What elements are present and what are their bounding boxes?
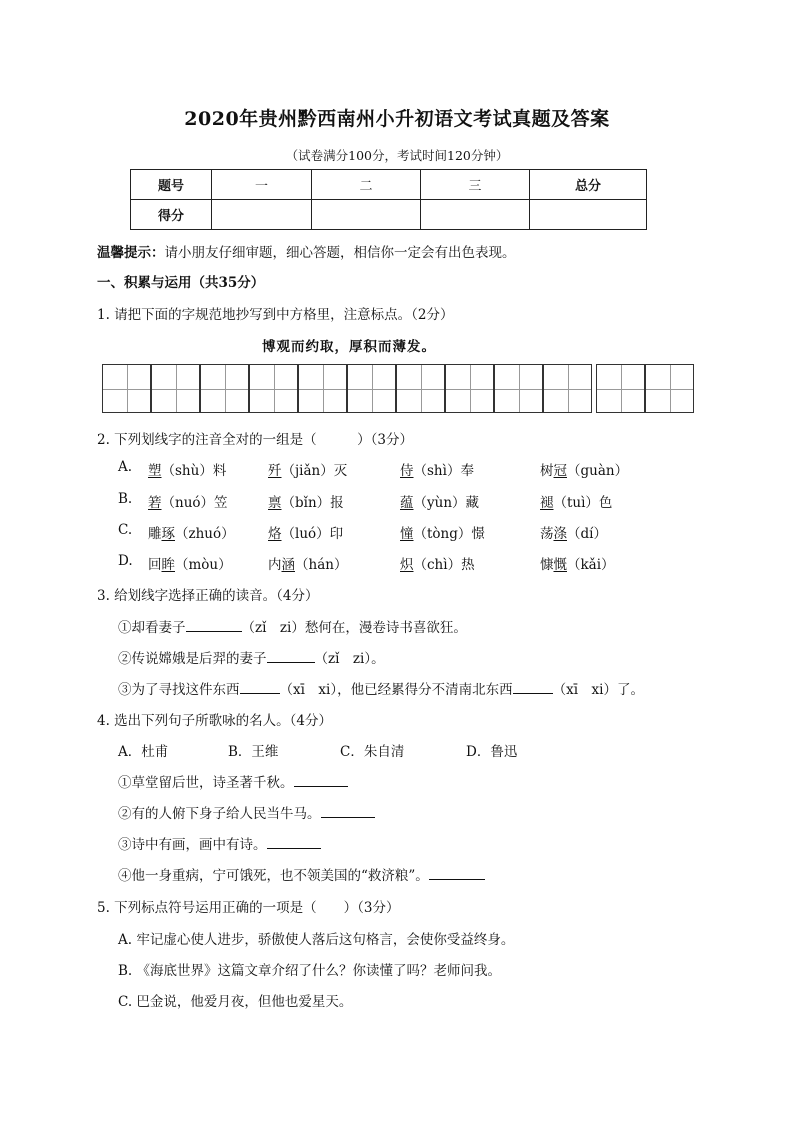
q2-item-rest: （shì）奉 — [413, 463, 474, 479]
q2-item-rest: （chì）热 — [413, 557, 475, 573]
q2-item-rest: （guàn） — [567, 463, 629, 479]
q2-option-item — [540, 459, 628, 479]
score-table-score-row — [131, 200, 647, 230]
exam-info: （试卷满分100分，考试时间120分钟） — [285, 148, 509, 163]
q2-underlined-char: 侍 — [400, 463, 414, 479]
tip-text: 请小朋友仔细审题，细心答题，相信你一定会有出色表现。 — [164, 245, 516, 261]
q2-option-item — [540, 491, 612, 511]
q1-phrase: 博观而约取，厚积而薄发。 — [262, 339, 436, 355]
writing-grid-cell[interactable] — [543, 364, 592, 413]
score-header-part1: 一 — [212, 170, 312, 200]
q2-option-item — [400, 459, 474, 479]
score-cell-total[interactable] — [530, 200, 647, 230]
writing-grid-cell[interactable] — [645, 364, 694, 413]
q2-underlined-char: 涵 — [281, 557, 295, 573]
q3-line3-b: （xī xi），他已经累得分不清南北东西 — [279, 682, 513, 698]
q3-line2 — [118, 647, 385, 667]
q3-line1 — [118, 616, 467, 636]
writing-grid-cell[interactable] — [298, 364, 347, 413]
q4-choice-d: D．鲁迅 — [466, 744, 518, 760]
q2-option-item — [540, 522, 607, 542]
q3-line2-b: （zǐ zi）。 — [314, 651, 385, 667]
writing-grid-cell[interactable] — [102, 364, 151, 413]
q4-choice-b: B．王维 — [228, 744, 279, 760]
q2-item-rest: （hán） — [295, 557, 348, 573]
q2-underlined-char: 塑 — [148, 463, 162, 479]
q2-option-label: B. — [118, 491, 133, 507]
q2-option-item — [268, 522, 343, 542]
q2-option-item — [148, 553, 232, 573]
q2-underlined-char: 蕴 — [400, 495, 414, 511]
q2-option-item — [268, 553, 347, 573]
q4-line3 — [118, 833, 321, 853]
q4-line4 — [118, 864, 485, 884]
q4-blank4[interactable] — [429, 867, 485, 880]
q2-option-item — [148, 459, 226, 479]
q3-line1-a: ①却看妻子 — [118, 620, 186, 636]
tip-line — [97, 241, 516, 261]
q2-option-item — [540, 553, 615, 573]
writing-grid-cell[interactable] — [494, 364, 543, 413]
q2-item-rest: （jiǎn）灭 — [281, 463, 348, 479]
q2-underlined-char: 禀 — [268, 495, 282, 511]
writing-grid-cell[interactable] — [200, 364, 249, 413]
q2-item-rest: （dí） — [567, 526, 607, 542]
q4-choice-c: C．朱自清 — [340, 744, 405, 760]
q2-stem: 2. 下列划线字的注音全对的一组是（ ）（3分） — [97, 432, 414, 448]
q4-blank1[interactable] — [294, 774, 348, 787]
score-table-header-row — [131, 170, 647, 200]
q2-item-prefix: 雕 — [148, 526, 162, 542]
q4-line3-text: ③诗中有画，画中有诗。 — [118, 837, 267, 853]
q2-option-item — [268, 459, 347, 479]
q2-item-rest: （tuì）色 — [553, 495, 613, 511]
q2-item-rest: （luó）印 — [281, 526, 344, 542]
q4-line1 — [118, 771, 348, 791]
q4-stem: 4. 选出下列句子所歌咏的名人。（4分） — [97, 713, 333, 729]
q2-item-prefix: 回 — [148, 557, 162, 573]
q3-line1-b: （zǐ zi）愁何在，漫卷诗书喜欲狂。 — [241, 620, 467, 636]
q4-blank2[interactable] — [321, 805, 375, 818]
q2-item-rest: （kǎi） — [567, 557, 615, 573]
q2-item-rest: （tòng）憬 — [413, 526, 485, 542]
writing-grid-cell[interactable] — [396, 364, 445, 413]
q2-underlined-char: 慨 — [553, 557, 567, 573]
q4-line2-text: ②有的人俯下身子给人民当牛马。 — [118, 806, 321, 822]
score-cell-part2[interactable] — [312, 200, 421, 230]
q4-blank3[interactable] — [267, 836, 321, 849]
q2-underlined-char: 烙 — [268, 526, 282, 542]
q3-blank1[interactable] — [186, 619, 242, 632]
q2-underlined-char: 憧 — [400, 526, 414, 542]
q1-stem: 1. 请把下面的字规范地抄写到中方格里，注意标点。（2分） — [97, 307, 454, 323]
q2-item-prefix: 荡 — [540, 526, 554, 542]
score-header-total: 总分 — [530, 170, 647, 200]
score-header-part3: 三 — [421, 170, 530, 200]
q2-item-prefix: 内 — [268, 557, 282, 573]
q2-underlined-char: 炽 — [400, 557, 414, 573]
q2-item-rest: （nuó）笠 — [161, 495, 228, 511]
q4-line4-text: ④他一身重病，宁可饿死，也不领美国的“救济粮”。 — [118, 868, 429, 884]
q5-option-c: C. 巴金说，他爱月夜，但他也爱星天。 — [118, 994, 353, 1010]
writing-grid-cell[interactable] — [249, 364, 298, 413]
q3-stem: 3. 给划线字选择正确的读音。（4分） — [97, 588, 319, 604]
q2-item-prefix: 慷 — [540, 557, 554, 573]
q2-option-item — [400, 553, 475, 573]
writing-grid-cell[interactable] — [596, 364, 645, 413]
q2-item-prefix: 树 — [540, 463, 554, 479]
q2-option-item — [268, 491, 344, 511]
q2-item-rest: （yùn）藏 — [413, 495, 480, 511]
writing-grid-cell[interactable] — [151, 364, 200, 413]
q3-blank4[interactable] — [513, 681, 553, 694]
q4-choice-a: A．杜甫 — [118, 744, 169, 760]
q2-item-rest: （zhuó） — [175, 526, 235, 542]
score-table — [130, 169, 647, 230]
q2-underlined-char: 冠 — [553, 463, 567, 479]
q2-item-rest: （bǐn）报 — [281, 495, 344, 511]
q2-underlined-char: 褪 — [540, 495, 554, 511]
q5-option-a: A. 牢记虚心使人进步，骄傲使人落后这句格言，会使你受益终身。 — [118, 932, 515, 948]
q2-item-rest: （shù）料 — [161, 463, 227, 479]
writing-grid-cell[interactable] — [445, 364, 494, 413]
q2-underlined-char: 眸 — [161, 557, 175, 573]
q2-option-label: C. — [118, 522, 133, 538]
q2-option-item — [148, 491, 228, 511]
score-row-label: 得分 — [131, 200, 212, 230]
q2-item-rest: （mòu） — [175, 557, 232, 573]
q2-underlined-char: 琢 — [161, 526, 175, 542]
page-title: 2020年贵州黔西南州小升初语文考试真题及答案 — [184, 108, 610, 130]
q2-option-item — [400, 491, 479, 511]
q2-underlined-char: 箬 — [148, 495, 162, 511]
tip-label: 温馨提示： — [97, 245, 165, 261]
q2-option-label: D. — [118, 553, 133, 569]
q2-underlined-char: 歼 — [268, 463, 282, 479]
q3-line2-a: ②传说嫦娥是后羿的妻子 — [118, 651, 267, 667]
writing-grid-cell[interactable] — [347, 364, 396, 413]
q2-underlined-char: 涤 — [553, 526, 567, 542]
q4-line2 — [118, 802, 375, 822]
q3-line3-a: ③为了寻找这件东西 — [118, 682, 240, 698]
q3-blank2[interactable] — [267, 650, 315, 663]
q3-blank3[interactable] — [240, 681, 280, 694]
q3-line3-c: （xī xi）了。 — [552, 682, 644, 698]
q5-stem: 5. 下列标点符号运用正确的一项是（ ）（3分） — [97, 900, 400, 916]
q2-option-label: A. — [118, 459, 133, 475]
score-cell-part1[interactable] — [212, 200, 312, 230]
q5-option-b: B. 《海底世界》这篇文章介绍了什么？你读懂了吗？老师问我。 — [118, 963, 502, 979]
q2-option-item — [148, 522, 235, 542]
score-cell-part3[interactable] — [421, 200, 530, 230]
section1-heading: 一、积累与运用（共35分） — [97, 275, 265, 291]
score-header-part2: 二 — [312, 170, 421, 200]
q4-line1-text: ①草堂留后世，诗圣著千秋。 — [118, 775, 294, 791]
score-header-label: 题号 — [131, 170, 212, 200]
q2-option-item — [400, 522, 485, 542]
q3-line3 — [118, 678, 644, 698]
